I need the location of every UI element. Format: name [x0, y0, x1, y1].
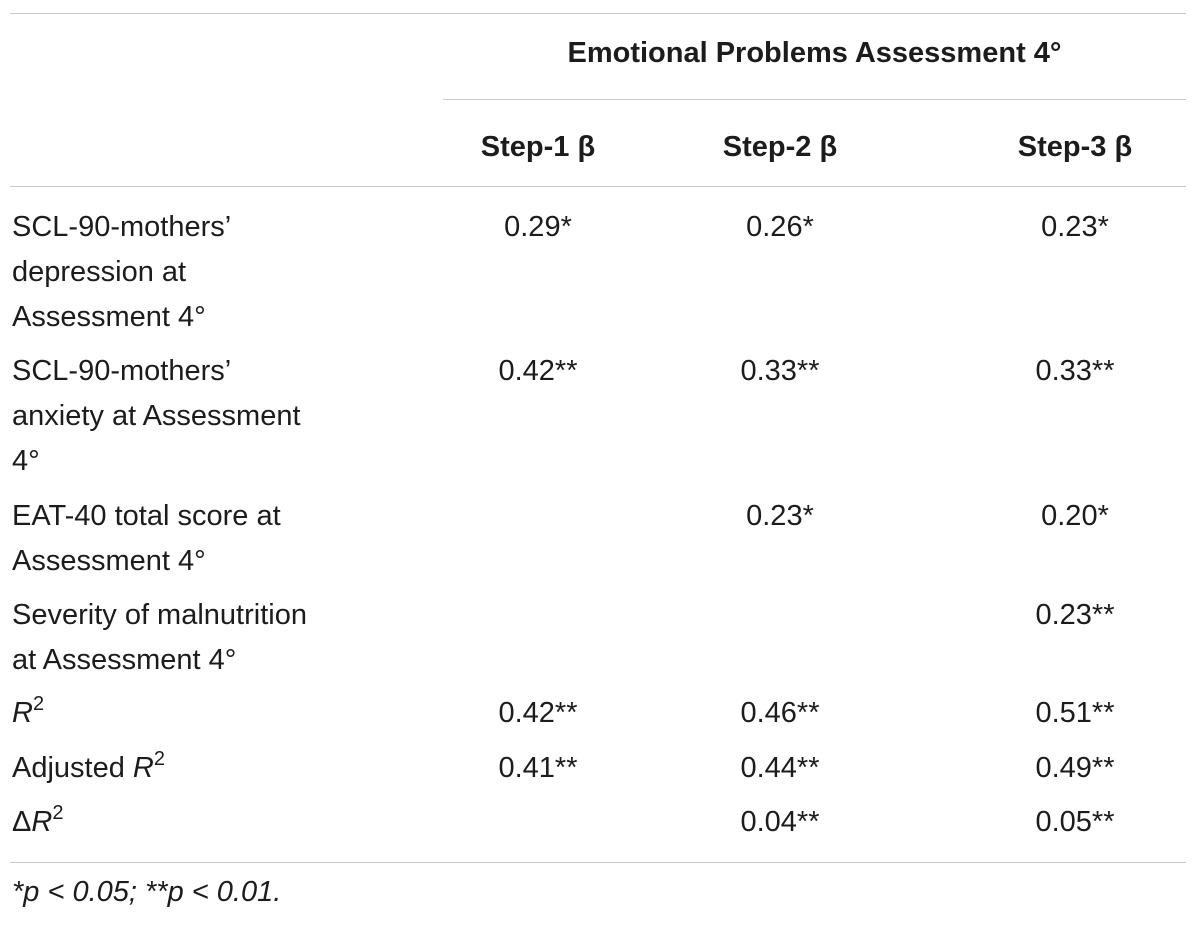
cell-step-3: 0.49**: [1035, 752, 1115, 784]
cell-step-3: 0.23**: [1035, 599, 1115, 631]
stat-label-var: R: [12, 697, 33, 729]
stat-label-r2: [12, 691, 44, 736]
cell-step-1: 0.42**: [498, 355, 578, 387]
cell-step-3: 0.51**: [1035, 697, 1115, 729]
cell-step-2: 0.04**: [740, 806, 820, 838]
row-label-line: anxiety at Assessment: [12, 400, 301, 432]
row-label-line: depression at: [12, 256, 187, 288]
column-header-step-1: Step-1 β: [480, 131, 596, 163]
column-header-step-2: Step-2 β: [722, 131, 838, 163]
stat-label-sup: 2: [32, 693, 45, 715]
cell-step-2: 0.44**: [740, 752, 820, 784]
row-label-line: Severity of malnutrition: [12, 599, 307, 631]
header-rule: [10, 186, 1186, 187]
stat-label-sup: 2: [52, 802, 64, 824]
cell-step-2: 0.26*: [746, 211, 814, 243]
stat-label-sup: 2: [153, 748, 165, 770]
row-label-line: Assessment 4°: [12, 301, 206, 333]
stat-label-delta-r2: [12, 800, 63, 845]
row-label-line: 4°: [12, 445, 40, 477]
cell-step-1: 0.29*: [504, 211, 572, 243]
stat-label-var: R: [132, 752, 154, 784]
stat-label-prefix: Adjusted: [12, 752, 133, 784]
cell-step-3: 0.05**: [1035, 806, 1115, 838]
cell-step-1: 0.42**: [498, 697, 578, 729]
column-header-step-3: Step-3 β: [1017, 131, 1133, 163]
group-header: Emotional Problems Assessment 4°: [567, 37, 1062, 69]
group-header-rule: [443, 99, 1186, 100]
row-label-line: SCL-90-mothers’: [12, 355, 232, 387]
row-label-line: Assessment 4°: [12, 545, 206, 577]
cell-step-1: 0.41**: [498, 752, 578, 784]
stat-label-var: R: [31, 806, 53, 838]
cell-step-2: 0.33**: [740, 355, 820, 387]
stat-label-adjusted-r2: [12, 746, 165, 791]
stat-label-prefix: Δ: [12, 806, 32, 838]
row-label-line: SCL-90-mothers’: [12, 211, 232, 243]
cell-step-2: 0.23*: [746, 500, 814, 532]
row-label-line: EAT-40 total score at: [12, 500, 281, 532]
row-label-line: at Assessment 4°: [12, 644, 237, 676]
cell-step-2: 0.46**: [740, 697, 820, 729]
cell-step-3: 0.23*: [1041, 211, 1109, 243]
footnote: *p < 0.05; **p < 0.01.: [12, 876, 282, 908]
cell-step-3: 0.33**: [1035, 355, 1115, 387]
top-rule: [10, 13, 1186, 14]
cell-step-3: 0.20*: [1041, 500, 1109, 532]
bottom-rule: [10, 862, 1186, 863]
